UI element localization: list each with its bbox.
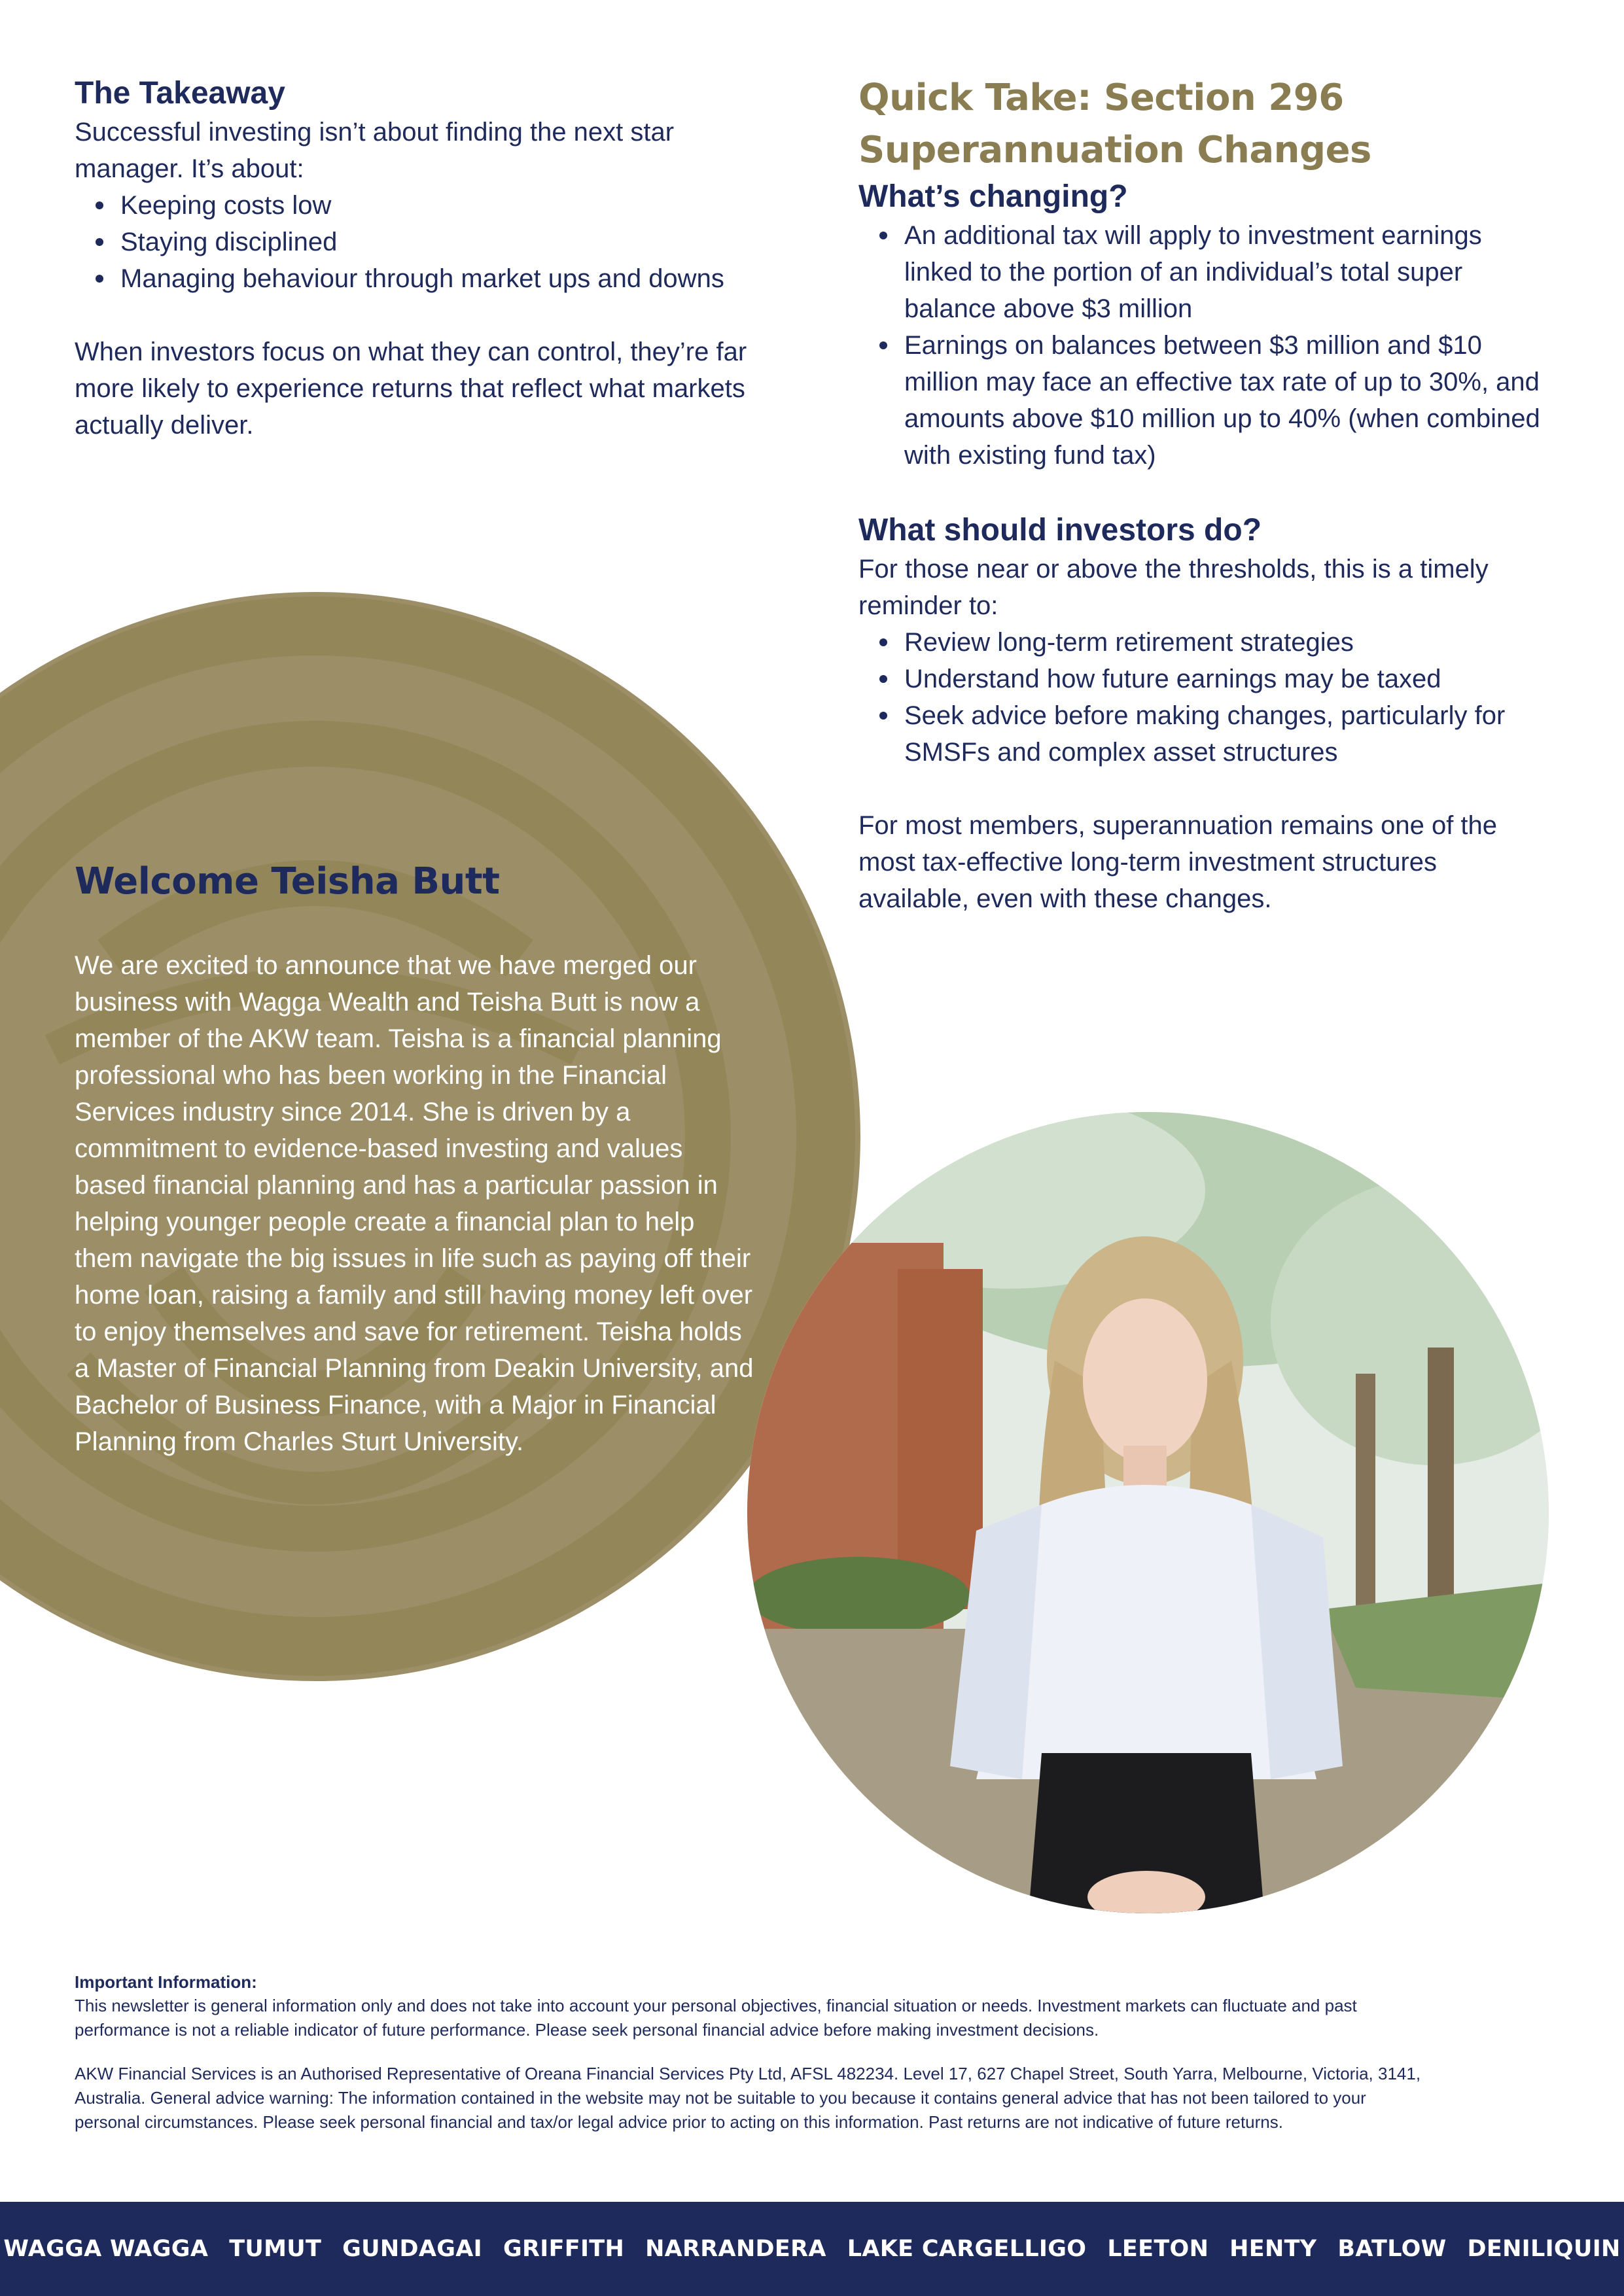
location-item: GRIFFITH xyxy=(503,2236,625,2262)
quick-take-title: Quick Take: Section 296 Superannuation Changes xyxy=(858,77,1371,171)
important-info-para2: AKW Financial Services is an Authorised Representative of Oreana Financial Services Pty Ltd, AFSL 482234. Level 17, 627 Chapel Street, South Yarra, Melbourne, Victoria, 3141, Australia. General advice warning: The information contained in the website may not be suitable to you because it contains general advice that has not been tailored to your personal circumstances. Please seek personal financial and tax/or legal advice prior to acting on this information. Past returns are not indicative of future returns. xyxy=(75,2064,1421,2132)
quick-take-section xyxy=(858,72,1565,917)
list-item: Seek advice before making changes, particularly for SMSFs and complex asset structures xyxy=(874,697,1565,771)
location-item: HENTY xyxy=(1229,2236,1317,2262)
takeaway-bullets xyxy=(90,187,788,297)
locations-bar xyxy=(0,2202,1624,2296)
takeaway-heading: The Takeaway xyxy=(75,76,285,111)
investors-heading: What should investors do? xyxy=(858,513,1262,548)
teisha-photo xyxy=(747,1112,1549,1913)
important-info-title: Important Information: xyxy=(75,1972,257,1992)
important-information xyxy=(75,1970,1553,2134)
takeaway-closing: When investors focus on what they can control, they’re far more likely to experience returns that reflect what markets actually deliver. xyxy=(75,338,747,440)
list-item: An additional tax will apply to investment earnings linked to the portion of an individual’s total super balance above $3 million xyxy=(874,217,1565,327)
location-item: BATLOW xyxy=(1337,2236,1447,2262)
list-item: Staying disciplined xyxy=(90,224,788,260)
welcome-heading: Welcome Teisha Butt xyxy=(75,860,500,903)
whats-changing-heading: What’s changing? xyxy=(858,179,1128,214)
list-item: Earnings on balances between $3 million and $10 million may face an effective tax rate of up to 30%, and amounts above $10 million up to 40% (when combined with existing fund tax) xyxy=(874,327,1565,474)
location-item: WAGGA WAGGA xyxy=(3,2236,209,2262)
investors-bullets xyxy=(874,624,1565,771)
location-item: DENILIQUIN xyxy=(1467,2236,1621,2262)
important-info-para1: This newsletter is general information only and does not take into account your personal objectives, financial situation or needs. Investment markets can fluctuate and past performance is not a reliable indicator of future performance. Please seek personal financial advice before making investment decisions. xyxy=(75,1996,1357,2040)
quick-take-closing: For most members, superannuation remains one of the most tax-effective long-term investment structures available, even with these changes. xyxy=(858,811,1498,913)
location-item: LEETON xyxy=(1107,2236,1209,2262)
list-item: Managing behaviour through market ups and downs xyxy=(90,260,788,297)
welcome-section xyxy=(75,856,781,1460)
list-item: Understand how future earnings may be taxed xyxy=(874,661,1565,697)
investors-intro: For those near or above the thresholds, this is a timely reminder to: xyxy=(858,555,1489,620)
location-item: NARRANDERA xyxy=(645,2236,826,2262)
takeaway-section xyxy=(75,73,788,444)
welcome-body: We are excited to announce that we have merged our business with Wagga Wealth and Teisha Butt is now a member of the AKW team. Teisha is a financial planning professional who has been working in the Financial Services industry since 2014. She is driven by a commitment to evidence-based investing and values based financial planning and has a particular passion in helping younger people create a financial plan to help them navigate the big issues in life such as paying off their home loan, raising a family and still having money left over to enjoy themselves and save for retirement. Teisha holds a Master of Financial Planning from Deakin University, and Bachelor of Business Finance, with a Major in Financial Planning from Charles Sturt University. xyxy=(75,951,754,1456)
location-item: TUMUT xyxy=(229,2236,322,2262)
takeaway-intro: Successful investing isn’t about finding the next star manager. It’s about: xyxy=(75,118,675,183)
list-item: Keeping costs low xyxy=(90,187,788,224)
location-item: GUNDAGAI xyxy=(342,2236,482,2262)
whats-changing-bullets xyxy=(874,217,1565,474)
list-item: Review long-term retirement strategies xyxy=(874,624,1565,661)
location-item: LAKE CARGELLIGO xyxy=(847,2236,1087,2262)
